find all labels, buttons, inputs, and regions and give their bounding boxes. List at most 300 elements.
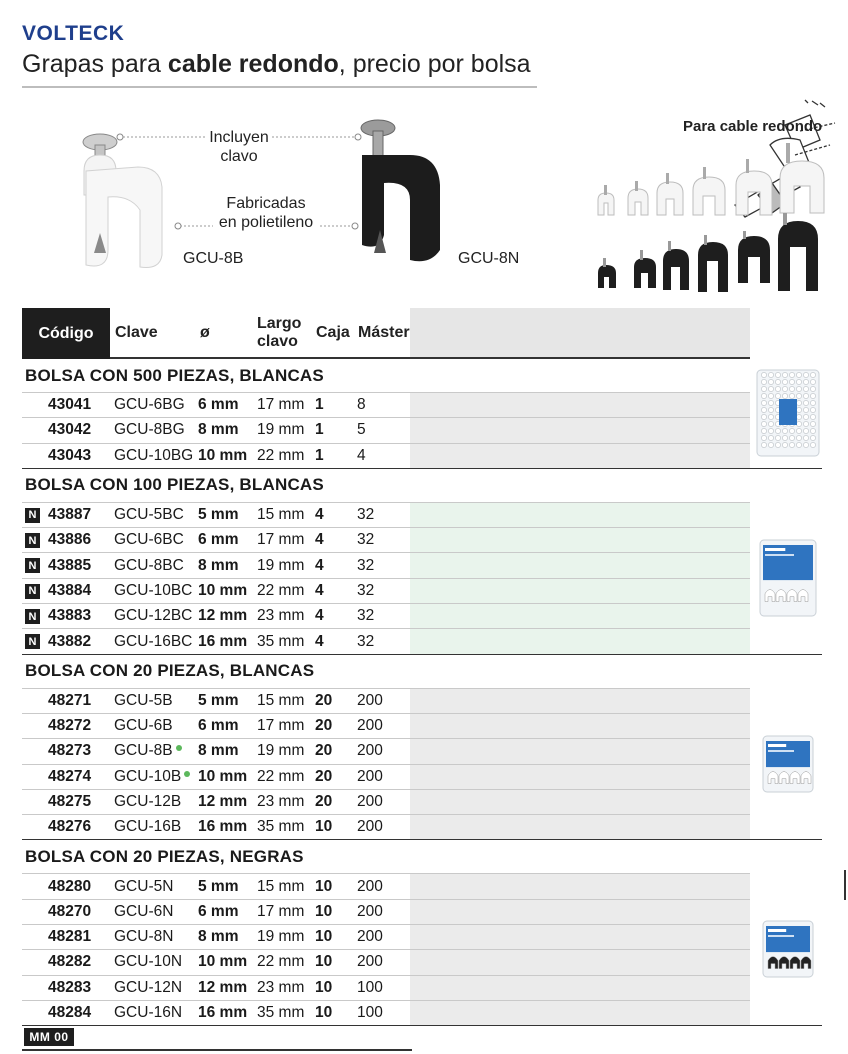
white-clips-row-icon [598, 161, 824, 215]
cell-diametro-text: 10 mm [198, 953, 248, 971]
cell-largo [257, 503, 304, 527]
cell-caja-text: 20 [315, 793, 333, 810]
cell-clave [114, 503, 184, 527]
cell-codigo-text: 43886 [48, 531, 92, 549]
cell-codigo-text: 48270 [48, 902, 92, 920]
cell-diametro-text: 5 mm [198, 506, 239, 524]
cell-codigo-text: 43883 [48, 607, 92, 625]
cell-master-text: 200 [357, 717, 383, 735]
cell-clave-text: GCU-5B [114, 691, 173, 709]
cell-diametro-text: 5 mm [198, 691, 239, 709]
cell-codigo-text: 48283 [48, 978, 92, 996]
table-row [22, 603, 750, 628]
cell-codigo [48, 925, 91, 949]
cell-clave-text: GCU-10B [114, 767, 182, 785]
cell-diametro-text: 16 mm [198, 1004, 248, 1022]
cell-master-text: 200 [357, 742, 383, 760]
header-largo-clavo [257, 308, 301, 357]
footer-rule [22, 1049, 412, 1051]
cell-master [357, 790, 383, 814]
cell-clave-text: GCU-6BC [114, 531, 184, 549]
cell-caja-text: 20 [315, 742, 333, 760]
cell-master-text: 200 [357, 767, 383, 785]
cell-master [357, 528, 374, 552]
table-row [22, 814, 750, 839]
cell-largo-text: 19 mm [257, 742, 305, 760]
cell-largo-text: 35 mm [257, 1004, 305, 1022]
cell-largo [257, 790, 304, 814]
cell-codigo-text: 43885 [48, 556, 92, 574]
cell-largo [257, 444, 304, 468]
cell-diametro [198, 714, 239, 738]
cell-codigo [48, 874, 91, 898]
cell-diametro-text: 6 mm [198, 902, 239, 920]
cell-codigo [48, 815, 91, 839]
cell-diametro-text: 10 mm [198, 446, 248, 464]
status-dot-icon [176, 745, 182, 751]
title-bold: cable redondo [167, 50, 339, 78]
header-codigo: Código [22, 308, 110, 359]
package-icon [762, 735, 814, 793]
cell-largo [257, 976, 304, 1000]
cell-master-text: 200 [357, 691, 383, 709]
cell-clave-text: GCU-8B [114, 742, 173, 760]
cell-codigo [48, 444, 91, 468]
cell-codigo [48, 418, 91, 442]
cell-diametro-text: 10 mm [198, 581, 248, 599]
cell-diametro-text: 6 mm [198, 396, 239, 414]
cell-master [357, 629, 374, 653]
header-caja: Caja [316, 323, 350, 341]
status-dot-icon [184, 771, 190, 777]
cell-largo-text: 19 mm [257, 928, 305, 946]
cell-caja [315, 553, 324, 577]
cell-codigo [48, 739, 91, 763]
cell-largo-text: 22 mm [257, 767, 305, 785]
package-icon [756, 369, 820, 457]
callout-top-line1: Incluyen [209, 129, 269, 146]
cell-diametro-text: 8 mm [198, 742, 239, 760]
package-icon [762, 920, 814, 978]
cell-master [357, 976, 383, 1000]
cell-caja-text: 4 [315, 632, 324, 650]
cell-diametro [198, 579, 247, 603]
cell-caja [315, 790, 332, 814]
cell-caja [315, 874, 332, 898]
cell-codigo-text: 48284 [48, 1004, 92, 1022]
cell-codigo-text: 43884 [48, 581, 92, 599]
cell-caja [315, 689, 332, 713]
cell-codigo-text: 48282 [48, 953, 92, 971]
cell-caja-text: 10 [315, 928, 333, 946]
table-row [22, 392, 750, 417]
section [22, 469, 822, 655]
cell-master [357, 579, 374, 603]
cell-diametro [198, 950, 247, 974]
cell-codigo [48, 528, 91, 552]
cell-caja-text: 10 [315, 978, 333, 996]
cell-master-text: 5 [357, 421, 366, 439]
cell-diametro-text: 8 mm [198, 421, 239, 439]
table-row [22, 975, 750, 1000]
cell-largo-text: 23 mm [257, 978, 305, 996]
cell-diametro-text: 8 mm [198, 928, 239, 946]
cell-codigo-text: 43887 [48, 506, 92, 524]
section-title: BOLSA CON 20 PIEZAS, NEGRAS [25, 846, 304, 866]
cell-clave [114, 393, 185, 417]
cell-clave [114, 418, 185, 442]
cell-master-text: 200 [357, 818, 383, 836]
cell-largo-text: 15 mm [257, 691, 305, 709]
cell-master-text: 32 [357, 632, 375, 650]
cell-caja [315, 925, 332, 949]
cell-codigo [48, 689, 91, 713]
cell-master [357, 925, 383, 949]
cell-clave [114, 629, 192, 653]
cell-diametro-text: 6 mm [198, 531, 239, 549]
black-clips-row-icon [598, 221, 818, 292]
cell-largo-text: 23 mm [257, 607, 305, 625]
cell-master-text: 32 [357, 531, 375, 549]
title-rule [22, 86, 537, 88]
cell-diametro [198, 765, 247, 789]
cell-diametro [198, 900, 239, 924]
cell-largo [257, 765, 304, 789]
cell-clave [114, 579, 192, 603]
cell-codigo-text: 48272 [48, 717, 92, 735]
cell-diametro-text: 12 mm [198, 607, 248, 625]
cell-master-text: 100 [357, 978, 383, 996]
new-badge: N [25, 609, 40, 624]
cell-caja-text: 10 [315, 902, 333, 920]
title-post: , precio por bolsa [338, 50, 531, 78]
cell-master [357, 874, 383, 898]
cell-master-text: 32 [357, 607, 375, 625]
cell-master-text: 200 [357, 877, 383, 895]
cell-largo-text: 35 mm [257, 818, 305, 836]
cell-clave-text: GCU-16N [114, 1004, 183, 1022]
cell-caja-text: 4 [315, 581, 324, 599]
cell-master [357, 418, 366, 442]
callout-incluyen-clavo [206, 128, 272, 166]
table-row [22, 578, 750, 603]
cell-codigo [48, 976, 91, 1000]
section [22, 359, 822, 469]
cell-codigo-text: 48273 [48, 742, 92, 760]
cell-largo-text: 22 mm [257, 953, 305, 971]
cell-codigo-text: 43041 [48, 396, 92, 414]
cell-clave-text: GCU-6N [114, 902, 174, 920]
cell-largo [257, 689, 304, 713]
cell-largo [257, 528, 304, 552]
cell-caja-text: 10 [315, 953, 333, 971]
cell-diametro [198, 815, 247, 839]
cell-clave-text: GCU-10BC [114, 581, 193, 599]
cell-largo [257, 874, 304, 898]
cell-master-text: 32 [357, 506, 375, 524]
cell-diametro-text: 16 mm [198, 632, 248, 650]
cell-codigo [48, 629, 91, 653]
table-row [22, 527, 750, 552]
cell-diametro [198, 976, 247, 1000]
cell-caja [315, 815, 332, 839]
cell-master [357, 689, 383, 713]
cell-diametro [198, 874, 239, 898]
cell-caja-text: 20 [315, 767, 333, 785]
cell-largo-text: 19 mm [257, 421, 305, 439]
cell-largo-text: 15 mm [257, 506, 305, 524]
cell-clave-text: GCU-5BC [114, 506, 184, 524]
cell-clave-text: GCU-12N [114, 978, 183, 996]
cell-master [357, 553, 374, 577]
table-row [22, 688, 750, 713]
cell-caja [315, 579, 324, 603]
cell-clave [114, 976, 182, 1000]
cell-clave-text: GCU-8BG [114, 421, 185, 439]
cell-diametro [198, 418, 239, 442]
cell-clave [114, 950, 182, 974]
callout-fabricadas [212, 194, 320, 232]
cell-codigo [48, 790, 91, 814]
cell-codigo [48, 604, 91, 628]
cell-clave-text: GCU-16BC [114, 632, 193, 650]
cell-clave [114, 925, 173, 949]
cell-caja [315, 528, 324, 552]
cell-codigo-text: 48271 [48, 691, 92, 709]
cell-master [357, 765, 383, 789]
page-title [22, 50, 531, 79]
section [22, 655, 822, 841]
cell-diametro-text: 12 mm [198, 793, 248, 810]
table-sections [22, 359, 822, 1026]
cell-caja-text: 4 [315, 531, 324, 549]
cell-master [357, 604, 374, 628]
table-row [22, 552, 750, 577]
cell-largo-text: 23 mm [257, 793, 305, 810]
cell-clave-text: GCU-10BG [114, 446, 194, 464]
cell-caja [315, 950, 332, 974]
cell-clave [114, 1001, 182, 1025]
cell-largo-text: 17 mm [257, 717, 305, 735]
cell-caja-text: 10 [315, 877, 333, 895]
cell-caja [315, 765, 332, 789]
table-row [22, 738, 750, 763]
cell-largo-text: 15 mm [257, 877, 305, 895]
title-pre: Grapas para [22, 50, 168, 78]
cell-largo [257, 900, 304, 924]
brand-logo: VOLTECK [22, 22, 125, 45]
table-row [22, 417, 750, 442]
cell-clave-text: GCU-6B [114, 717, 173, 735]
cell-diametro [198, 528, 239, 552]
cell-largo [257, 418, 304, 442]
cell-master-text: 200 [357, 928, 383, 946]
cell-clave [114, 900, 173, 924]
cell-clave-text: GCU-12B [114, 793, 182, 810]
cell-diametro-text: 8 mm [198, 556, 239, 574]
section-title: BOLSA CON 100 PIEZAS, BLANCAS [25, 475, 324, 495]
cell-clave-text: GCU-16B [114, 818, 182, 836]
cell-diametro [198, 503, 239, 527]
cell-master-text: 100 [357, 1004, 383, 1022]
cell-largo [257, 815, 304, 839]
cell-clave [114, 553, 184, 577]
cell-largo-text: 17 mm [257, 902, 305, 920]
table-row [22, 924, 750, 949]
section-title: BOLSA CON 500 PIEZAS, BLANCAS [25, 365, 324, 385]
cell-caja [315, 418, 324, 442]
cell-diametro-text: 16 mm [198, 818, 248, 836]
edge-mark [844, 870, 846, 900]
new-badge: N [25, 584, 40, 599]
cell-codigo [48, 765, 91, 789]
section [22, 840, 822, 1026]
cell-clave-text: GCU-8BC [114, 556, 184, 574]
cell-caja [315, 739, 332, 763]
cell-caja-text: 1 [315, 396, 324, 414]
cell-clave-text: GCU-10N [114, 953, 183, 971]
cell-diametro [198, 553, 239, 577]
cell-clave [114, 714, 173, 738]
table-row [22, 628, 750, 653]
cell-codigo-text: 48274 [48, 767, 92, 785]
cell-caja [315, 1001, 332, 1025]
cell-diametro [198, 790, 247, 814]
cell-codigo-text: 48281 [48, 928, 92, 946]
cell-codigo-text: 43042 [48, 421, 92, 439]
cell-codigo-text: 43043 [48, 446, 92, 464]
table-row [22, 873, 750, 898]
cell-master [357, 815, 383, 839]
cell-master [357, 1001, 383, 1025]
cell-caja-text: 10 [315, 1004, 333, 1022]
cell-caja-text: 4 [315, 607, 324, 625]
cell-largo [257, 950, 304, 974]
new-badge: N [25, 558, 40, 573]
cell-caja [315, 976, 332, 1000]
cell-caja [315, 714, 332, 738]
cell-largo-text: 19 mm [257, 556, 305, 574]
cell-caja-text: 20 [315, 717, 333, 735]
cell-master-text: 32 [357, 556, 375, 574]
cell-diametro [198, 393, 239, 417]
cell-clave [114, 528, 184, 552]
side-caption: Para cable redondo [683, 118, 823, 135]
cell-codigo [48, 950, 91, 974]
cell-diametro [198, 739, 239, 763]
cell-largo [257, 1001, 304, 1025]
header-largo-line1: Largo [257, 314, 302, 332]
cell-codigo [48, 900, 91, 924]
cell-master-text: 4 [357, 446, 366, 464]
cell-largo [257, 579, 304, 603]
table-row [22, 764, 750, 789]
cell-diametro [198, 604, 247, 628]
cell-caja-text: 1 [315, 446, 324, 464]
cell-codigo [48, 579, 91, 603]
cell-master-text: 200 [357, 953, 383, 971]
cell-master-text: 32 [357, 581, 375, 599]
cell-clave [114, 739, 182, 763]
cell-caja [315, 604, 324, 628]
cell-codigo-text: 48276 [48, 818, 92, 836]
cell-codigo [48, 1001, 91, 1025]
cell-diametro-text: 10 mm [198, 767, 248, 785]
cell-master-text: 200 [357, 793, 383, 810]
new-badge: N [25, 634, 40, 649]
model-label-black: GCU-8N [458, 250, 520, 267]
cell-master [357, 950, 383, 974]
cell-caja [315, 393, 324, 417]
cell-codigo-text: 48280 [48, 877, 92, 895]
clip-black-icon [361, 120, 440, 261]
cell-codigo-text: 48275 [48, 793, 92, 810]
package-icon [759, 539, 817, 617]
cell-clave-text: GCU-5N [114, 877, 174, 895]
cell-clave [114, 815, 181, 839]
table-row [22, 443, 750, 468]
cell-largo-text: 22 mm [257, 581, 305, 599]
cell-largo [257, 629, 304, 653]
cell-caja-text: 20 [315, 691, 333, 709]
cell-master [357, 739, 383, 763]
cell-caja-text: 1 [315, 421, 324, 439]
cell-caja [315, 900, 332, 924]
header-master: Máster [358, 323, 410, 341]
cell-largo-text: 17 mm [257, 396, 305, 414]
callout-bottom-line1: Fabricadas [226, 195, 306, 212]
cell-diametro-text: 12 mm [198, 978, 248, 996]
callout-top-line2: clavo [220, 148, 258, 165]
cell-caja [315, 629, 324, 653]
cell-clave-text: GCU-12BC [114, 607, 193, 625]
table-row [22, 789, 750, 814]
section-title: BOLSA CON 20 PIEZAS, BLANCAS [25, 661, 315, 681]
cell-caja-text: 10 [315, 818, 333, 836]
cell-codigo [48, 714, 91, 738]
cell-largo [257, 393, 304, 417]
cell-diametro [198, 629, 247, 653]
clip-white-icon [83, 134, 162, 268]
table-header [22, 308, 750, 359]
footer-badge: MM 00 [24, 1028, 74, 1046]
cell-largo-text: 17 mm [257, 531, 305, 549]
cell-largo-text: 22 mm [257, 446, 305, 464]
new-badge: N [25, 533, 40, 548]
cell-largo [257, 925, 304, 949]
new-badge: N [25, 508, 40, 523]
model-label-white: GCU-8B [183, 250, 244, 267]
cell-master-text: 200 [357, 902, 383, 920]
cell-diametro-text: 6 mm [198, 717, 239, 735]
cell-largo [257, 553, 304, 577]
cell-caja [315, 444, 324, 468]
cell-caja-text: 4 [315, 556, 324, 574]
table-row [22, 1000, 750, 1025]
cell-diametro [198, 444, 247, 468]
cell-largo [257, 739, 304, 763]
cell-master [357, 714, 383, 738]
cell-clave-text: GCU-8N [114, 928, 174, 946]
cell-diametro [198, 1001, 247, 1025]
header-largo-line2: clavo [257, 332, 298, 350]
cell-master-text: 8 [357, 396, 366, 414]
cell-diametro [198, 925, 239, 949]
table-row [22, 502, 750, 527]
cell-largo [257, 714, 304, 738]
cell-codigo-text: 43882 [48, 632, 92, 650]
table-row [22, 713, 750, 738]
